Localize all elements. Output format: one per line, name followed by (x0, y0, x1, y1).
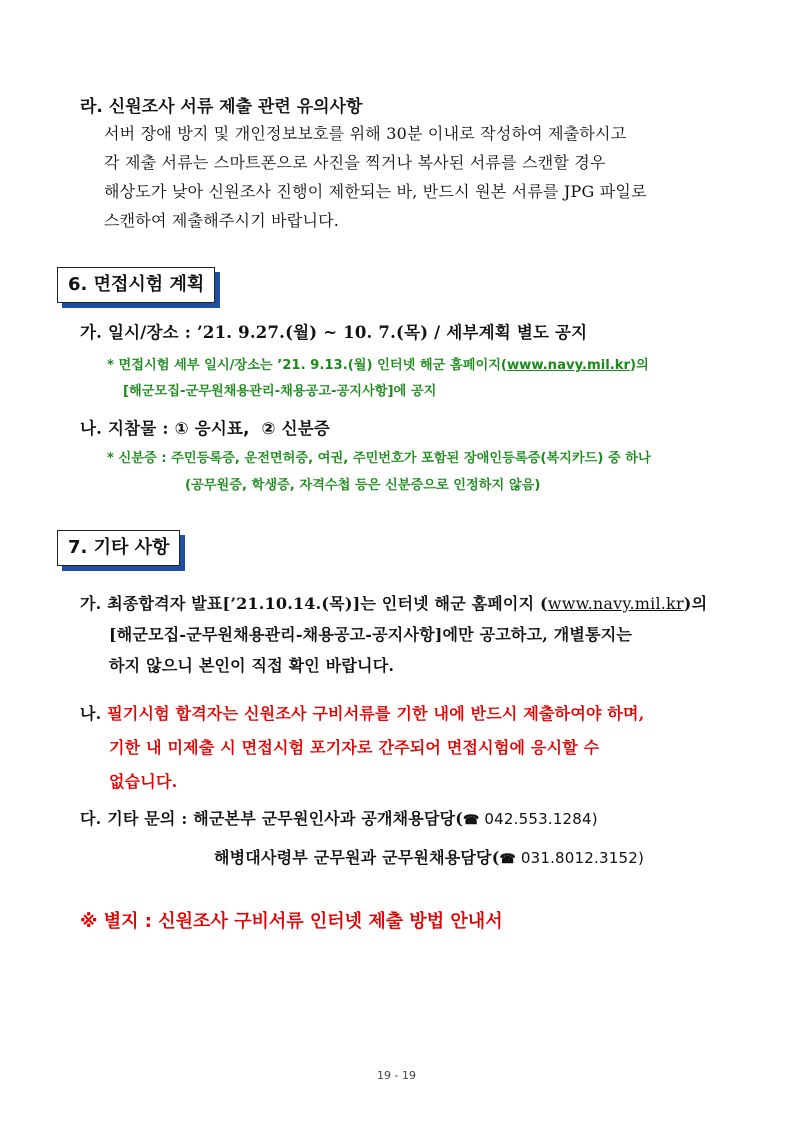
contact-marines: 해병대사령부 군무원과 군무원채용담당( (214, 848, 500, 867)
item-na-red-2: 기한 내 미제출 시 면접시험 포기자로 간주되어 면접시험에 응시할 수 (109, 738, 600, 757)
section-7-item-na (80, 697, 645, 799)
section-ra-line: 해상도가 낮아 신원조사 진행이 제한되는 바, 반드시 원본 서류를 JPG 파일로 (104, 182, 647, 201)
item-ga-line-3: 하지 않으니 본인이 직접 확인 바랍니다. (109, 656, 395, 675)
section-ra-line: 스캔하여 제출해주시기 바랍니다. (104, 211, 340, 230)
item-na-prefix: 나. 지참물 : (80, 419, 175, 438)
section-6-note-ga-2: [해군모집-군무원채용관리-채용공고-공지사항]에 공지 (123, 384, 437, 399)
item-na-red-3: 없습니다. (109, 772, 178, 791)
item-ga-line-1 (80, 588, 707, 619)
section-6-note-ga (107, 354, 649, 373)
section-6-item-na (80, 414, 330, 443)
item-na-red-1: 필기시험 합격자는 신원조사 구비서류를 기한 내에 반드시 제출하여야 하며, (107, 704, 645, 723)
item-ga-line-2: [해군모집-군무원채용관리-채용공고-공지사항]에만 공고하고, 개별통지는 (109, 625, 633, 644)
section-7-item-da (80, 804, 598, 835)
item-ga-prefix: 가. 최종합격자 발표[’21.10.14.(목)]는 인터넷 해군 홈페이지 ( (80, 594, 548, 613)
section-7-item-da-2 (214, 843, 644, 874)
section-7-item-ga (80, 588, 707, 681)
phone-icon: ☎ (499, 852, 516, 867)
item-na-id: ② 신분증 (261, 419, 331, 438)
navy-link[interactable]: www.navy.mil.kr (547, 594, 684, 613)
phone-icon: ☎ (463, 813, 480, 828)
item-na-line-1 (80, 697, 645, 731)
section-ra-line: 서버 장애 방지 및 개인정보보호를 위해 30분 이내로 작성하여 제출하시고 (104, 124, 627, 143)
section-ra-heading: 라. 신원조사 서류 제출 관련 유의사항 (80, 97, 363, 117)
section-6-note-na-2: (공무원증, 학생증, 자격수첩 등은 신분증으로 인정하지 않음) (185, 478, 541, 493)
attachment-note: ※ 별지 : 신원조사 구비서류 인터넷 제출 방법 안내서 (80, 911, 503, 932)
section-6-item-ga: 가. 일시/장소 : ’21. 9.27.(월) ~ 10. 7.(목) / 세부계획 별도 공지 (80, 323, 588, 342)
section-ra-line: 각 제출 서류는 스마트폰으로 사진을 찍거나 복사된 서류를 스캔할 경우 (104, 153, 606, 172)
section-6-title: 6. 면접시험 계획 (57, 267, 215, 303)
contact-navy: 다. 기타 문의 : 해군본부 군무원인사과 공개채용담당( (80, 809, 464, 828)
item-ga-suffix: )의 (683, 594, 708, 613)
note-text: * 면접시험 세부 일시/장소는 ’21. 9.13.(월) 인터넷 해군 홈페이지( (107, 358, 507, 373)
page-number: 19 - 19 (377, 1069, 416, 1082)
item-na-ticket: ① 응시표, (174, 419, 250, 438)
note-text: )의 (630, 358, 649, 373)
navy-link[interactable]: www.navy.mil.kr (506, 358, 631, 373)
phone-marines: 031.8012.3152) (515, 849, 645, 867)
section-ra-body (104, 119, 647, 235)
phone-navy: 042.553.1284) (479, 810, 598, 828)
section-6-note-na: * 신분증 : 주민등록증, 운전면허증, 여권, 주민번호가 포함된 장애인등록증(복지카드) 중 하나 (107, 451, 651, 466)
section-7-title: 7. 기타 사항 (57, 530, 180, 566)
item-na-marker: 나. (80, 704, 102, 723)
